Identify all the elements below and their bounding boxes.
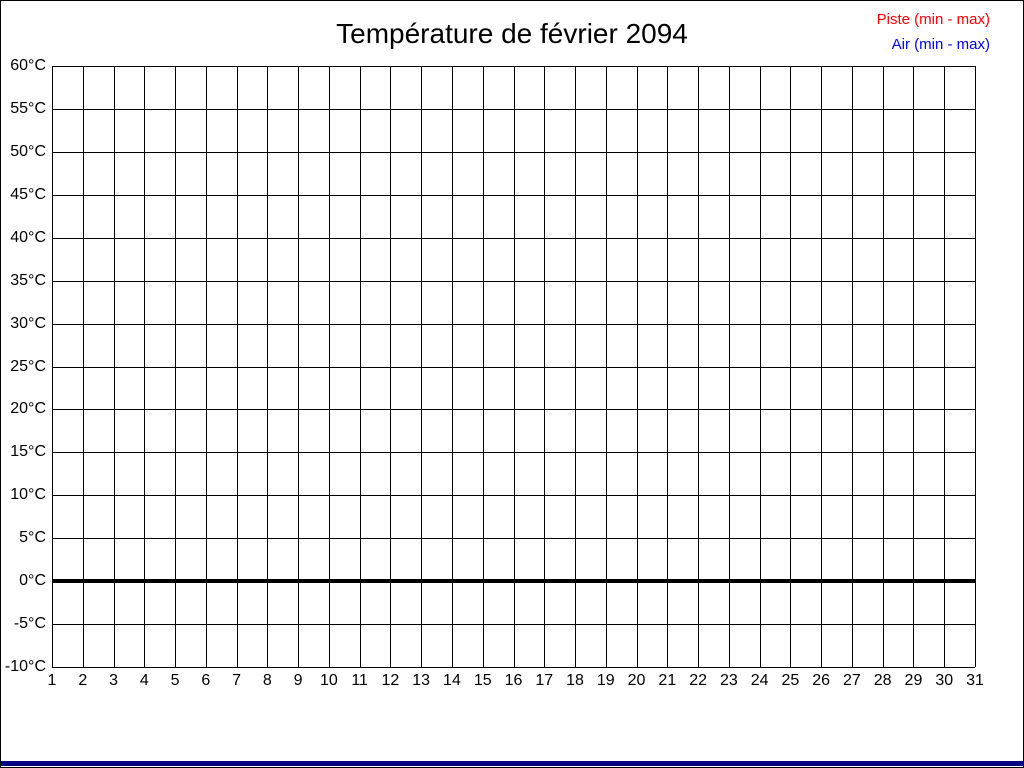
x-tick-label: 21 <box>658 672 677 689</box>
grid-hline <box>52 624 975 625</box>
y-tick-label: 35°C <box>10 271 46 289</box>
y-tick-label: 15°C <box>10 443 46 461</box>
x-tick-label: 26 <box>812 672 831 689</box>
x-axis-labels <box>47 672 984 692</box>
grid-hline <box>52 109 975 110</box>
legend-piste-label: Piste (min - max) <box>876 11 990 28</box>
x-tick-label: 4 <box>139 672 149 689</box>
x-tick-label: 6 <box>201 672 211 689</box>
grid-hline <box>52 495 975 496</box>
grid-hline <box>52 538 975 539</box>
grid-hline <box>52 452 975 453</box>
x-tick-label: 16 <box>504 672 523 689</box>
x-tick-label: 23 <box>719 672 738 689</box>
y-tick-label: 45°C <box>10 185 46 203</box>
plot-area <box>52 66 975 667</box>
x-tick-label: 29 <box>904 672 923 689</box>
x-tick-label: 1 <box>47 672 57 689</box>
x-tick-label: 24 <box>750 672 769 689</box>
x-tick-label: 25 <box>781 672 800 689</box>
y-tick-label: 40°C <box>10 228 46 246</box>
y-axis-labels <box>1 57 46 675</box>
y-tick-label: -5°C <box>13 615 46 633</box>
y-tick-label: 25°C <box>10 357 46 375</box>
x-tick-label: 22 <box>689 672 707 689</box>
legend-air-label: Air (min - max) <box>891 36 990 53</box>
x-tick-label: 11 <box>351 672 368 689</box>
x-tick-label: 13 <box>412 672 431 689</box>
y-tick-label: 50°C <box>10 142 46 160</box>
x-tick-label: 30 <box>935 672 954 689</box>
y-tick-label: 0°C <box>19 572 46 590</box>
y-tick-label: 20°C <box>10 400 46 418</box>
grid-vline <box>975 66 976 667</box>
zero-degree-line <box>52 579 975 583</box>
grid-hline <box>52 324 975 325</box>
x-tick-label: 5 <box>170 672 180 689</box>
x-tick-label: 20 <box>627 672 646 689</box>
x-tick-label: 7 <box>232 672 242 689</box>
grid-hline <box>52 409 975 410</box>
y-tick-label: 10°C <box>10 486 46 504</box>
grid-hline <box>52 152 975 153</box>
x-tick-label: 28 <box>873 672 892 689</box>
x-tick-label: 17 <box>535 672 554 689</box>
grid-hline <box>52 238 975 239</box>
y-tick-label: 5°C <box>19 529 46 547</box>
x-tick-label: 14 <box>443 672 461 689</box>
y-tick-label: 55°C <box>10 99 46 117</box>
x-tick-label: 8 <box>262 672 272 689</box>
bottom-status-bar <box>1 761 1023 766</box>
x-tick-label: 27 <box>843 672 861 689</box>
x-tick-label: 9 <box>293 672 303 689</box>
chart-title: Température de février 2094 <box>336 18 688 49</box>
grid-hline <box>52 195 975 196</box>
x-tick-label: 19 <box>596 672 615 689</box>
x-tick-label: 3 <box>109 672 118 689</box>
y-tick-label: 60°C <box>10 57 46 74</box>
y-tick-label: -10°C <box>4 658 46 675</box>
x-tick-label: 18 <box>566 672 584 689</box>
x-tick-label: 15 <box>473 672 492 689</box>
chart-legend <box>877 7 990 57</box>
grid-hline <box>52 66 975 67</box>
grid-hline <box>52 367 975 368</box>
x-tick-label: 12 <box>381 672 400 689</box>
grid-hline <box>52 281 975 282</box>
grid-hline <box>52 667 975 668</box>
x-tick-label: 31 <box>966 672 984 689</box>
x-tick-label: 10 <box>319 672 338 689</box>
y-tick-label: 30°C <box>10 314 46 332</box>
x-tick-label: 2 <box>78 672 88 689</box>
